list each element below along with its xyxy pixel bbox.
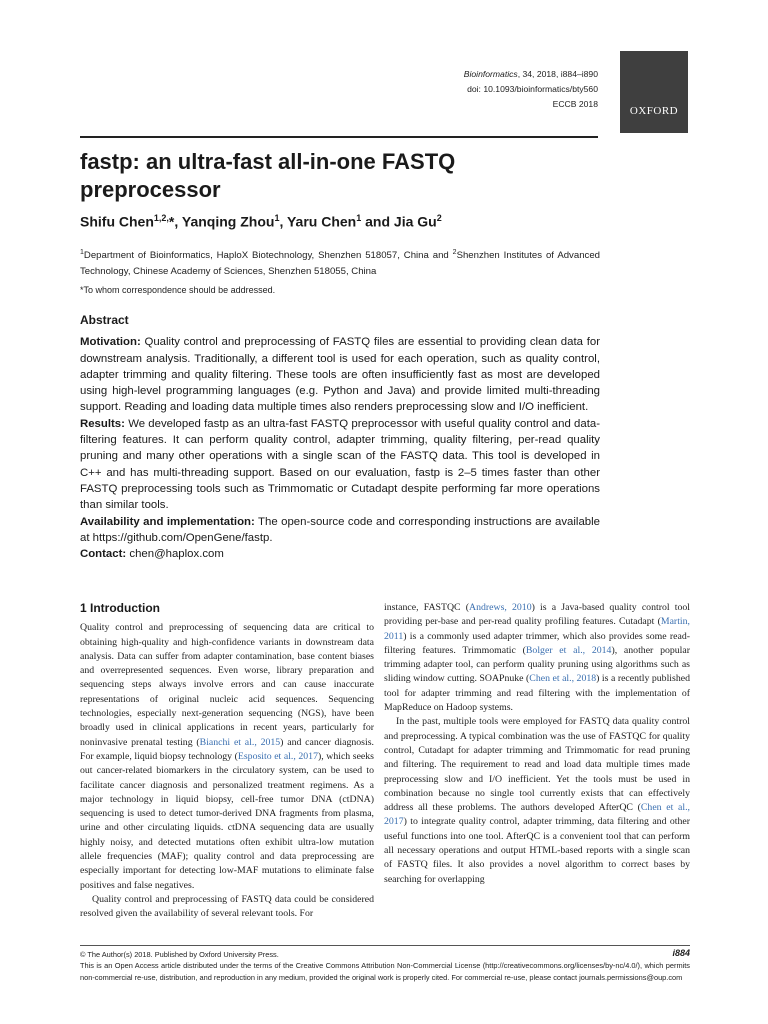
- author-list: Shifu Chen$^{1,2,}$*, Yanqing Zhou$^1$, Yaru Chen$^1$ and Jia Gu$^2$: [80, 213, 442, 230]
- abstract-contact: [80, 546, 600, 562]
- paragraph-text: Quality control and preprocessing of sequencing data are critical to obtaining high-quality and high-confidence variants in downstream data analysis. Data can suffer from adapter contamination, base content biases and overrepresented sequences. Even worse, library preparation and sequencing steps always involve errors and can cause inaccurate representations of original nucleic acid sequences. Sequencing technologies, especially next-generation sequencing (NGS), have been broadly used in clinical applications in recent years, particularly for noninvasive prenatal testing (: [80, 622, 374, 748]
- journal-doi[interactable]: doi: 10.1093/bioinformatics/bty560: [467, 84, 598, 94]
- author-affiliation-sup: 1,2,: [153, 213, 169, 223]
- page-number: i884: [672, 948, 690, 958]
- journal-volume: , 34, 2018, i884–i890: [517, 69, 598, 79]
- paragraph-text: ), which seeks out cancer-related biomarkers in the circulatory system, can be used to facilitate cancer diagnosis and personalized treatment regimens. As a major technology in liquid biopsy, cell-free tumor DNA (ctDNA) sequencing is used to detect tumor-derived DNA fragments from plasma, urine and other circulating liquids. ctDNA sequencing data are usually highly noisy, and detected mutations often exhibit ultra-low mutation allele frequencies (MAF); quality control and data preprocessing are especially important for detecting low-MAF mutations to eliminate false positives and false negatives.: [80, 750, 374, 891]
- journal-info: [464, 67, 598, 112]
- copyright-line: © The Author(s) 2018. Published by Oxford University Press.: [80, 950, 279, 959]
- intro-paragraph-2: Quality control and preprocessing of FASTQ data could be considered resolved given the availability of several relevant tools. For: [80, 893, 374, 920]
- paragraph-text: instance, FASTQC (: [384, 602, 470, 613]
- paragraph-text: ), another popular trimming adapter tool, can perform quality pruning using algorithms such as sliding window cutting. SOAPnuke (: [384, 644, 690, 685]
- author-affiliation-sup: 1: [356, 213, 362, 223]
- affiliations: [80, 245, 600, 280]
- availability-label: Availability and implementation:: [80, 515, 255, 528]
- paragraph-text: ) is a commonly used adapter trimmer, which also provides some read-filtering features. Trimmomatic (: [384, 630, 690, 656]
- paragraph-text: ) is a recently published tool for adapter trimming and read filtering with the implementation of MapReduce on Hadoop systems.: [384, 673, 690, 714]
- right-column: [384, 601, 690, 887]
- header-rule: [80, 136, 598, 138]
- paragraph-text: In the past, multiple tools were employed for FASTQ data quality control and preprocessing. A typical combination was the use of FASTQC for quality control, Cutadapt for adapter trimming and Trimmomatic for read pruning and filtering. The requirement to read and load data multiple times made preprocessing slow and I/O inefficient. Yet the tools must be used in combination because no single tool currently exists that can effectively address all these problems. The authors developed AfterQC (: [384, 716, 690, 814]
- oxford-logo-text: OXFORD: [629, 105, 679, 117]
- citation-link[interactable]: Chen et al., 2018: [529, 673, 597, 685]
- paper-title: fastp: an ultra-fast all-in-one FASTQ preprocessor: [80, 149, 456, 202]
- journal-citation: [464, 67, 598, 82]
- abstract-heading: Abstract: [80, 313, 129, 327]
- author-name: Yanqing Zhou: [181, 213, 275, 230]
- corresponding-mark: *: [168, 213, 175, 230]
- journal-conference: ECCB 2018: [552, 99, 598, 109]
- abstract-motivation: [80, 334, 600, 415]
- affiliation-sup: 2: [452, 249, 457, 256]
- abstract-results: [80, 416, 600, 514]
- results-label: Results:: [80, 417, 125, 430]
- intro-paragraph-3: [384, 601, 690, 715]
- intro-paragraph-4: [384, 715, 690, 887]
- motivation-text: Quality control and preprocessing of FASTQ files are essential to providing clean data for downstream analysis. Traditionally, a different tool is used for each operation, such as quality control, adapter trimming and quality filtering. These tools are often insufficiently fast as most are developed using high-level programming languages (e.g. Python and Java) and provide limited multi-threading support. Reading and loading data multiple times also renders preprocessing slow and I/O inefficient.: [80, 336, 600, 414]
- author-affiliation-sup: 1: [274, 213, 280, 223]
- oxford-logo: [620, 51, 688, 133]
- footer-rule: [80, 945, 690, 946]
- citation-link[interactable]: Bolger et al., 2014: [525, 644, 612, 656]
- abstract: [80, 312, 600, 562]
- paragraph-text: ) is a Java-based quality control tool providing per-base and per-read quality profiling features. Cutadapt (: [384, 602, 690, 628]
- results-text: We developed fastp as an ultra-fast FASTQ preprocessor with useful quality control and data-filtering features. It can perform quality control, adapter trimming, quality filtering, per-read quality pruning and many other operations with a single scan of the FASTQ data. This tool is developed in C++ and has multi-threading support. Based on our evaluation, fastp is 2–5 times faster than other FASTQ preprocessing tools such as Trimmomatic or Cutadapt despite performing far more operations than similar tools.: [80, 417, 600, 512]
- citation-link[interactable]: Chen et al., 2017: [384, 802, 690, 828]
- citation-link[interactable]: Bianchi et al., 2015: [199, 736, 281, 748]
- author-name: Shifu Chen: [80, 213, 154, 230]
- author-name: Yaru Chen: [286, 213, 357, 230]
- affiliation-sup: 1: [80, 249, 84, 256]
- footer: [80, 949, 690, 983]
- availability-text[interactable]: The open-source code and corresponding instructions are available at https://github.com/OpenGene/fastp.: [80, 515, 600, 544]
- correspondence-note: *To whom correspondence should be addressed.: [80, 285, 276, 295]
- intro-paragraph-1: [80, 621, 374, 893]
- journal-name: Bioinformatics: [463, 69, 518, 79]
- author-affiliation-sup: 2: [436, 213, 442, 223]
- left-column: [80, 601, 374, 922]
- contact-email[interactable]: chen@haplox.com: [126, 548, 224, 561]
- citation-link[interactable]: Martin, 2011: [384, 616, 690, 642]
- contact-label: Contact:: [80, 548, 127, 561]
- citation-link[interactable]: Esposito et al., 2017: [237, 750, 318, 762]
- license-text: This is an Open Access article distributed under the terms of the Creative Commons Attribution Non-Commercial License (http://creativecommons.org/licenses/by-nc/4.0/), which permits non-commercial re-use, distribution, and reproduction in any medium, provided the original work is properly cited. For commercial re-use, please contact journals.permissions@oup.com: [80, 961, 690, 982]
- citation-link[interactable]: Andrews, 2010: [469, 602, 532, 613]
- motivation-label: Motivation:: [80, 336, 141, 349]
- paragraph-text: ) to integrate quality control, adapter trimming, data filtering and other useful functions into one tool. AfterQC is a convenient tool that can perform all necessary operations and output HTML-based reports with a single scan of FASTQ files. It also provides a novel algorithm to correct bases by searching for overlapping: [384, 816, 690, 885]
- author-name: Jia Gu: [393, 213, 437, 230]
- affiliation-1: Department of Bioinformatics, HaploX Biotechnology, Shenzhen 518057, China and: [83, 250, 449, 262]
- abstract-availability: [80, 514, 600, 547]
- paragraph-text: ) and cancer diagnosis. For example, liquid biopsy technology (: [80, 736, 374, 762]
- section-heading-introduction: 1 Introduction: [80, 601, 160, 615]
- affiliation-2: Shenzhen Institutes of Advanced Technology, Chinese Academy of Sciences, Shenzhen 518055, China: [80, 250, 600, 278]
